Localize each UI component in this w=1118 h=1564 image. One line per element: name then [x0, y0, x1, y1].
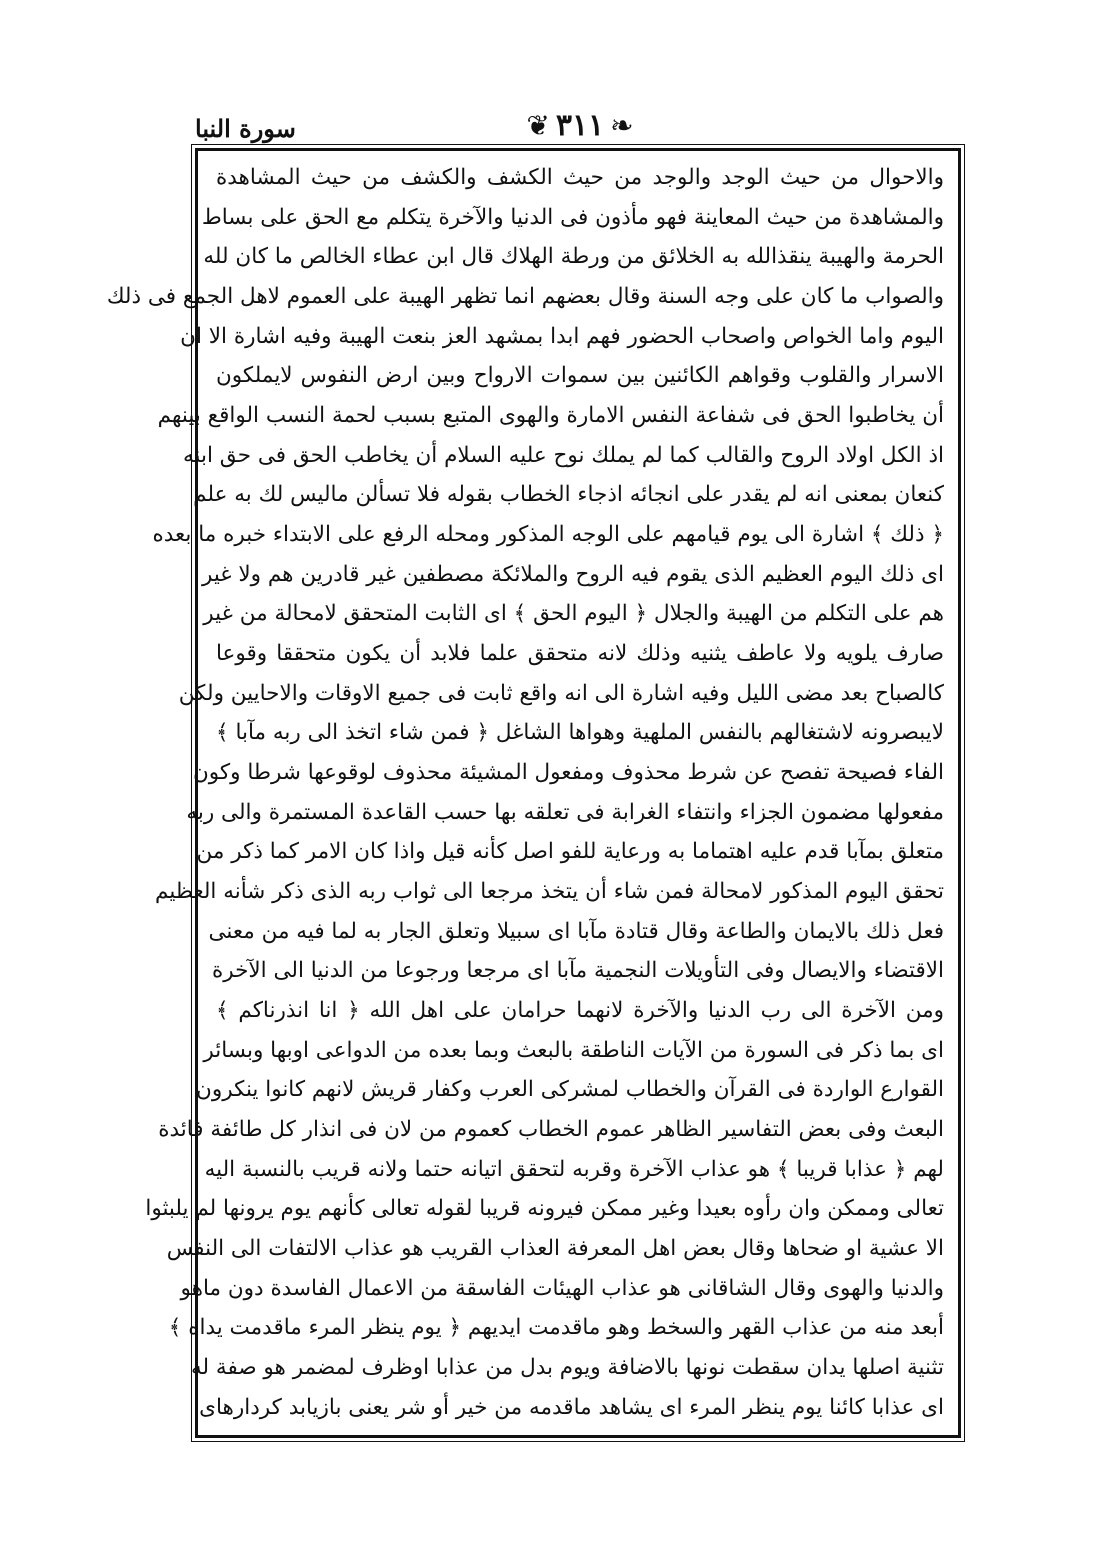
- text-line: اى ذلك اليوم العظيم الذى يقوم فيه الروح والملائكة مصطفين غير قادرين هم ولا غير: [201, 561, 944, 587]
- text-line: ومن الآخرة الى رب الدنيا والآخرة لانهما حرامان على اهل الله ﴿ انا انذرناكم ﴾: [216, 998, 944, 1024]
- ornament-right-icon: ❧: [610, 108, 634, 142]
- text-line: اى عذابا كائنا يوم ينظر المرء اى يشاهد ماقدمه من خير أو شر يعنى بازيابد كردارهاى: [199, 1394, 944, 1420]
- text-line: البعث وفى بعض التفاسير الظاهر عموم الخطاب كعموم من لان فى انذار كل طائفة فائدة: [158, 1117, 944, 1143]
- text-line: فعل ذلك بالايمان والطاعة وقال قتادة مآبا اى سبيلا وتعلق الجار به لما فيه من معنى: [208, 918, 944, 944]
- text-line: مفعولها مضمون الجزاء وانتفاء الغرابة فى تعلقه بها حسب القاعدة المستمرة والى ربه: [186, 799, 944, 825]
- text-line: صارف يلويه ولا عاطف يثنيه وذلك لانه متحقق علما فلابد أن يكون متحققا وقوعا: [216, 641, 944, 667]
- page-number: ٣١١: [555, 108, 605, 143]
- text-line: الحرمة والهيبة ينقذالله به الخلائق من ورطة الهلاك قال ابن عطاء الخالص ما كان لله: [203, 244, 944, 270]
- text-line: ﴿ ذلك ﴾ اشارة الى يوم قيامهم على الوجه المذكور ومحله الرفع على الابتداء خبره ما بعده: [152, 522, 944, 548]
- text-frame: [106, 148, 961, 1438]
- text-line: اذ الكل اولاد الروح والقالب كما لم يملك نوح عليه السلام أن يخاطب الحق فى حق ابنه: [182, 442, 944, 468]
- ornament-left-icon: ❦: [526, 108, 550, 142]
- text-line: تعالى وممكن وان رأوه بعيدا وغير ممكن فيرونه قريبا لقوله تعالى كأنهم يوم يرونها لم يلبثوا: [145, 1196, 944, 1222]
- text-line: اليوم واما الخواص واصحاب الحضور فهم ابدا بمشهد العز بنعت الهيبة وفيه اشارة الا ان: [180, 323, 944, 349]
- text-line: كنعان بمعنى انه لم يقدر على انجائه اذجاء الخطاب بقوله فلا تسألن ماليس لك به علم: [193, 482, 944, 508]
- text-line: الاقتضاء والايصال وفى التأويلات النجمية مآبا اى مرجعا ورجوعا من الدنيا الى الآخرة: [212, 958, 944, 984]
- page-header: [195, 108, 965, 148]
- text-line: القوارع الواردة فى القرآن والخطاب لمشركى العرب وكفار قريش لانهم كانوا ينكرون: [196, 1077, 944, 1103]
- text-line: والاحوال من حيث الوجد والوجد من حيث الكشف والكشف من حيث المشاهدة: [216, 165, 944, 190]
- text-line: الفاء فصيحة تفصح عن شرط محذوف ومفعول المشيئة محذوف لوقوعها شرطا وكون: [193, 760, 944, 786]
- text-line: أبعد منه من عذاب القهر والسخط وهو ماقدمت ايديهم ﴿ يوم ينظر المرء ماقدمت يداه ﴾: [168, 1315, 944, 1341]
- text-line: والمشاهدة من حيث المعاينة فهو مأذون فى الدنيا والآخرة يتكلم مع الحق على بساط: [201, 204, 944, 230]
- text-line: اى بما ذكر فى السورة من الآيات الناطقة بالبعث وبما بعده من الدواعى اوبها وبسائر: [203, 1037, 944, 1063]
- text-line: لهم ﴿ عذابا قريبا ﴾ هو عذاب الآخرة وقربه لتحقق اتيانه حتما ولانه قريب بالنسبة اليه: [204, 1156, 944, 1182]
- text-line: لايبصرونه لاشتغالهم بالنفس الملهية وهواها الشاغل ﴿ فمن شاء اتخذ الى ربه مآبا ﴾: [216, 720, 944, 746]
- page-number-ornament: [526, 108, 633, 143]
- text-line: أن يخاطبوا الحق فى شفاعة النفس الامارة والهوى المتبع بسبب لحمة النسب الواقع بينهم: [157, 403, 944, 429]
- text-line: والصواب ما كان على وجه السنة وقال بعضهم انما تظهر الهيبة على العموم لاهل الجمع فى ذلك: [106, 284, 944, 310]
- text-line: والدنيا والهوى وقال الشاقانى هو عذاب الهيئات الفاسقة من الاعمال الفاسدة دون ماهو: [180, 1275, 944, 1301]
- surah-name: سورة النبا: [195, 114, 296, 143]
- text-line: تحقق اليوم المذكور لامحالة فمن شاء أن يتخذ مرجعا الى ثواب ربه الذى ذكر شأنه العظيم: [155, 879, 944, 905]
- text-line: متعلق بمآبا قدم عليه اهتماما به ورعاية للفو اصل كأنه قيل واذا كان الامر كما ذكر من: [196, 839, 944, 865]
- body-text: [106, 161, 944, 1425]
- text-line: كالصباح بعد مضى الليل وفيه اشارة الى انه واقع ثابت فى جميع الاوقات والاحايين ولكن: [178, 680, 944, 706]
- text-line: تثنية اصلها يدان سقطت نونها بالاضافة ويوم بدل من عذابا اوظرف لمضمر هو صفة له: [191, 1355, 944, 1381]
- text-line: هم على التكلم من الهيبة والجلال ﴿ اليوم الحق ﴾ اى الثابت المتحقق لامحالة من غير: [203, 601, 944, 627]
- text-line: الا عشية او ضحاها وقال بعض اهل المعرفة العذاب القريب هو عذاب الالتفات الى النفس: [166, 1236, 944, 1262]
- text-line: الاسرار والقلوب وقواهم الكائنين بين سموات الارواح وبين ارض النفوس لايملكون: [216, 363, 944, 389]
